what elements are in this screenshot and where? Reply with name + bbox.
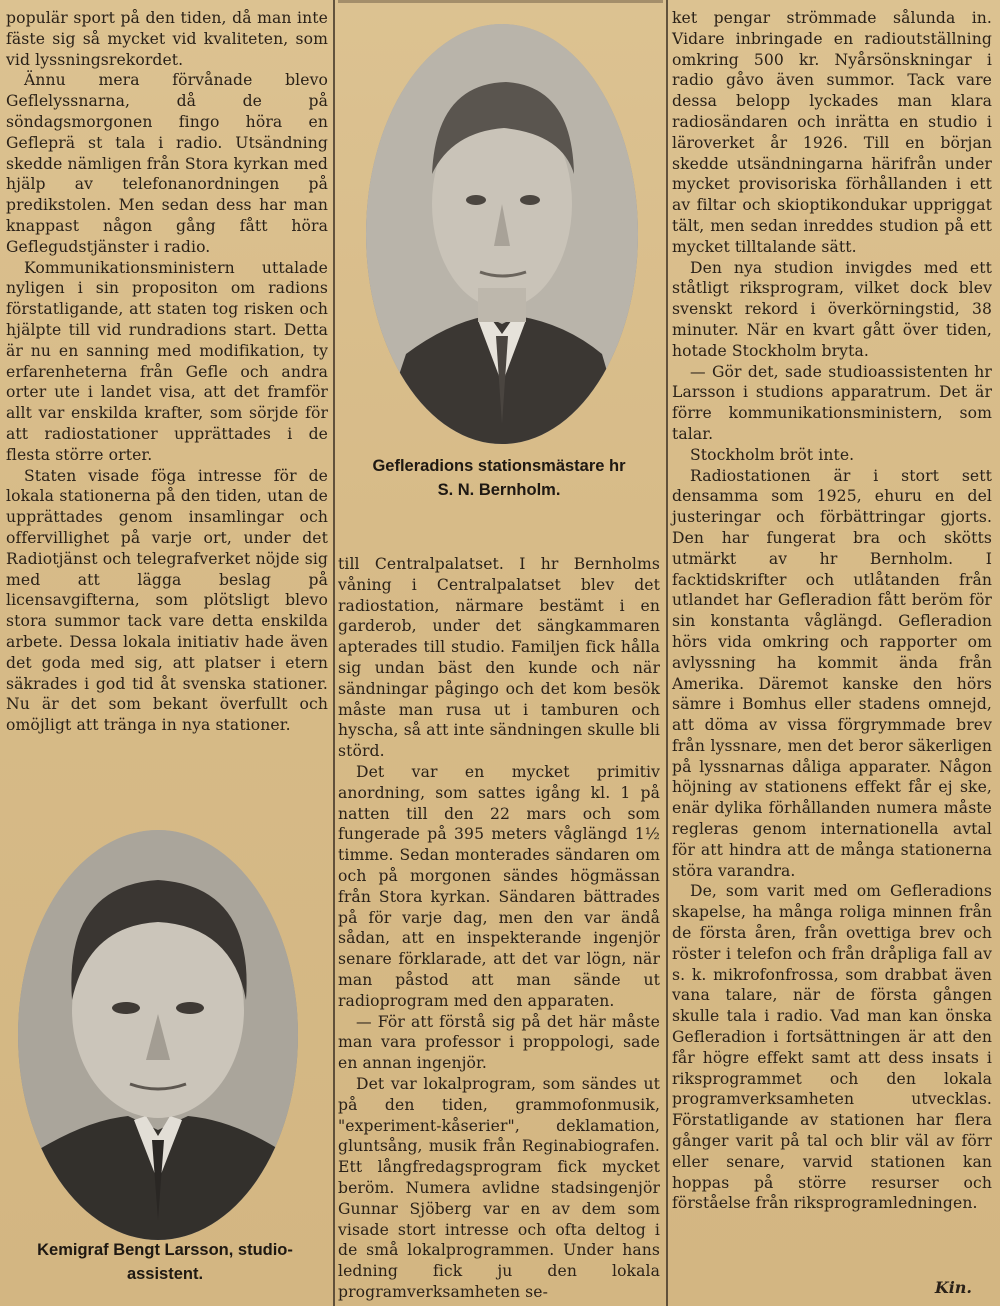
- paragraph: — För att förstå sig på det här måste man vara professor i proppologi, sade en annan ingenjör.: [338, 1012, 660, 1073]
- paragraph: De, som varit med om Gefleradions skapelse, ha många roliga minnen från de första åren, från ovettiga brev och röster i telefon och från dråpliga fall av s. k. mikrofonfrossa, som drabbat även vana talare, när de första gången skulle tala i radio. Vad man kan önska Gefleradion i fortsättningen är att den får högre effekt samt att dess insats i riksprogrammet och den lokala programverksamheten utvecklas. Förstatligande av stationen har flera gånger varit på tal och blir väl av förr eller senare, varvid stationen kan hoppas på större resurser och förståelse från riksprogramledningen.: [672, 882, 992, 1213]
- paragraph: ket pengar strömmade sålunda in. Vidare inbringade en radioutställning omkring 500 kr. Nyårsönskningar i radio gåvo även summor. Tack vare dessa belopp lyckades man klara radiosändaren och inrätta en studio i läroverket år 1926. Till en början skedde utsändningarna härifrån under mycket provisoriska förhållanden i ett av filtar och skioptikondukar uppriggat tält, men sedan inreddes studion på ett mycket tilltalande sätt.: [672, 9, 992, 256]
- caption-bernholm-line-1: Gefleradions stationsmästare hr: [372, 457, 626, 475]
- portrait-bernholm: [366, 24, 638, 444]
- caption-bernholm: [338, 454, 660, 502]
- paragraph: Ännu mera förvånade blevo Geflelyssnarna, då de på söndagsmorgonen fingo höra en Gefleprä st tala i radio. Utsändning skedde nämligen från Stora kyrkan med hjälp av telefonanordningen på predikstolen. Men sedan dess har man knappast någon gång fått höra Geflegudstjänster i radio.: [6, 71, 328, 256]
- paragraph: — Gör det, sade studioassistenten hr Larsson i studions apparatrum. Det är förre kommunikationsministern, som talar.: [672, 362, 992, 443]
- paragraph: Stockholm bröt inte.: [690, 445, 855, 464]
- column-rule-1: [333, 0, 335, 1306]
- paragraph: Det var lokalprogram, som sändes ut på den tiden, grammofonmusik, "experiment-kåserier", deklamation, gluntsång, musik från Reginabiografen. Ett långfredagsprogram fick mycket beröm. Numera avlidne stadsingenjör Gunnar Sjöberg var en av dem som visade stort intresse och ofta deltog i de små lokalprogrammen. Under hans ledning fick ju den lokala programverksamheten se-: [338, 1074, 660, 1301]
- column-rule-2: [666, 0, 668, 1306]
- portrait-larsson-image: [18, 830, 298, 1240]
- paragraph: Den nya studion invigdes med ett ståtligt riksprogram, vilket dock blev svenskt rekord i överkörningstid, 38 minuter. När en kvart gått över tiden, hotade Stockholm bryta.: [672, 258, 992, 360]
- paragraph: Kommunikationsministern uttalade nyligen i sin propositon om radions förstatligande, att staten tog risken och hjälpte till vid rundradions start. Detta är nu en sanning med modifikation, ty erfarenheterna från Gefle och andra orter ute i landet visa, att det framför allt var enskilda krafter, som sörjde för att radiostationer upprättades i de flesta större orter.: [6, 258, 328, 464]
- portrait-larsson: [18, 830, 298, 1240]
- caption-bernholm-line-2: S. N. Bernholm.: [437, 481, 561, 499]
- article-column-3: [672, 8, 992, 1214]
- author-signature: Kin.: [934, 1278, 972, 1297]
- article-column-1: [6, 8, 328, 736]
- top-rule: [338, 0, 663, 3]
- caption-larsson: [4, 1238, 326, 1286]
- article-column-2: [338, 554, 660, 1303]
- paragraph: Staten visade föga intresse för de lokala stationerna på den tiden, utan de upprättades genom insamlingar och offervillighet på varje ort, under det Radiotjänst och telegrafverket nöjde sig med att lägga beslag på licensavgifterna, som plötsligt blevo stora summor tack vare detta enskilda arbete. Dessa lokala initiativ hade även det goda med sig, att platser i etern säkrades i god tid åt svenska stationer. Nu är det som bekant överfullt och omöjligt att tränga in nya stationer.: [6, 466, 328, 735]
- caption-larsson-line-1: Kemigraf Bengt Larsson, studio-: [37, 1241, 293, 1259]
- caption-larsson-line-2: assistent.: [126, 1265, 204, 1283]
- paragraph: Radiostationen är i stort sett densamma som 1925, ehuru en del justeringar och förbättringar gjorts. Den har fungerat bra och skötts utmärkt av hr Bernholm. I facktidskrifter och utlåtanden från utlandet har Gefleradion fått beröm för sin konstanta våglängd. Gefleradion hörs vida omkring och rapporter om avlyssning ha kommit ända från Amerika. Däremot kanske den hörs sämre i Bomhus eller stadens omnejd, att döma av vissa förgrymmade brev från lyssnare, men det beror säkerligen på lyssnarnas dåliga apparater. Någon höjning av stationens effekt får ej ske, enär dylika förhållanden numera måste regleras genom internationella avtal för att hindra att de många stationerna störa varandra.: [672, 466, 992, 880]
- paragraph: populär sport på den tiden, då man inte fäste sig så mycket vid kvaliteten, som vid lyssningsrekordet.: [6, 9, 328, 69]
- paragraph: Det var en mycket primitiv anordning, som sattes igång kl. 1 på natten till den 22 mars och som fungerade på 395 meters våglängd 1½ timme. Sedan monterades sändaren om och på morgonen sändes högmässan från Stora kyrkan. Sändaren bättrades på för varje dag, men den var ändå sådan, att en inspekterande ingenjör senare förklarade, att det var lögn, när man påstod att man sände ut radioprogram med den apparaten.: [338, 762, 660, 1010]
- paragraph: till Centralpalatset. I hr Bernholms våning i Centralpalatset blev det radiostation, närmare bestämt i en garderob, under det sängkammaren apterades till studio. Familjen fick hålla sig undan bäst den kunde och när sändningar pågingo och det kom besök måste man rusa ut i tamburen och hyscha, så att inte sändningen skulle bli störd.: [338, 555, 660, 761]
- portrait-bernholm-image: [366, 24, 638, 444]
